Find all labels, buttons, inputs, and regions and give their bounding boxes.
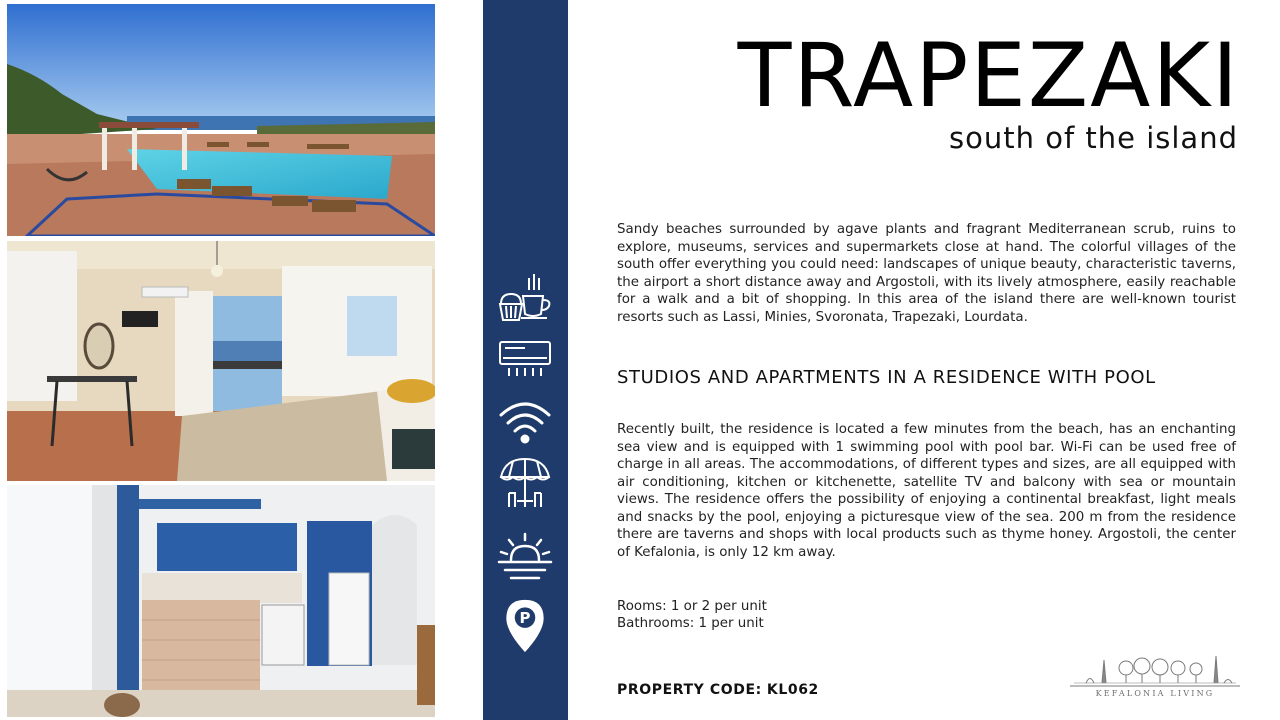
logo-text: KEFALONIA LIVING (1095, 689, 1215, 698)
air-conditioner-icon (495, 334, 555, 390)
pool-bar-icon (495, 455, 555, 511)
breakfast-icon (495, 270, 555, 326)
property-code (617, 682, 819, 698)
sunrise-view-icon (495, 530, 555, 586)
kefalonia-living-logo (1068, 652, 1242, 702)
kitchen-photo (7, 485, 435, 717)
unit-facts (617, 598, 767, 632)
intro-paragraph: Sandy beaches surrounded by agave plants and fragrant Mediterranean scrub, ruins to explore, museums, services and supermarkets close at hand. The colorful villages of the south offer everything you could need: landscapes of unique beauty, characteristic taverns, the airport a short distance away and Argostoli, with its lively atmosphere, easily reachable for a walk and a bit of shopping. In this area of the island there are well-known tourist resorts such as Lassi, Minies, Svoronata, Trapezaki, Lourdata. (617, 222, 1236, 325)
property-code-value: KL062 (766, 682, 819, 698)
parking-icon (495, 598, 555, 654)
wifi-icon (495, 395, 555, 451)
svg-text:P: P (519, 609, 531, 628)
page-subtitle: south of the island (949, 121, 1238, 155)
section-heading: STUDIOS AND APARTMENTS IN A RESIDENCE WITH POOL (617, 367, 1156, 388)
property-code-label: PROPERTY CODE: (617, 682, 762, 698)
page-title: TRAPEZAKI (737, 24, 1240, 127)
bathrooms-fact: Bathrooms: 1 per unit (617, 616, 764, 631)
bedroom-photo (7, 241, 435, 481)
pool-terrace-photo (7, 4, 435, 236)
rooms-fact: Rooms: 1 or 2 per unit (617, 599, 767, 614)
amenity-sidebar (483, 0, 568, 720)
residence-description: Recently built, the residence is located a few minutes from the beach, has an enchanting sea view and is equipped with 1 swimming pool with pool bar. Wi-Fi can be used free of charge in all areas. The accommodations, of different types and sizes, are all equipped with air conditioning, kitchen or kitchenette, satellite TV and balcony with sea or mountain views. The residence offers the possibility of enjoying a continental breakfast, light meals and snacks by the pool, enjoying a picturesque view of the sea. 200 m from the residence there are taverns and shops with local products such as thyme honey. Argostoli, the center of Kefalonia, is only 12 km away. (617, 422, 1236, 560)
